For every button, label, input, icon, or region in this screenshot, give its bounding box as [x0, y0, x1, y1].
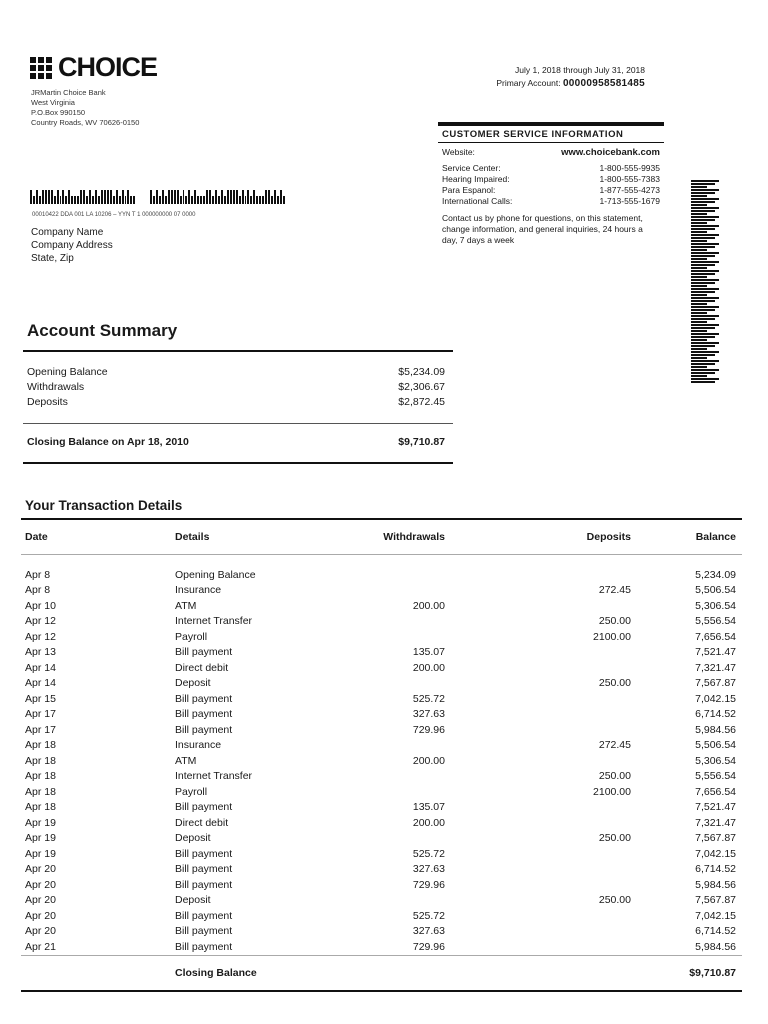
transaction-deposit [467, 815, 653, 831]
transaction-date: Apr 14 [25, 677, 56, 690]
closing-balance-label: Closing Balance [171, 955, 331, 991]
table-row [21, 893, 742, 909]
column-header-date: Date [21, 519, 171, 555]
transaction-details: Insurance [175, 584, 222, 597]
column-header-details: Details [171, 519, 331, 555]
table-row [21, 815, 742, 831]
transaction-date: Apr 21 [25, 940, 56, 953]
table-row [21, 629, 742, 645]
bank-logo-text: CHOICE [58, 52, 158, 82]
transaction-balance: 6,714.52 [695, 863, 736, 876]
transaction-details: Bill payment [175, 925, 233, 938]
table-row [21, 738, 742, 754]
bank-address [31, 88, 139, 128]
transaction-header-row [21, 519, 742, 555]
transaction-balance: 7,521.47 [695, 646, 736, 659]
transaction-deposit: 2100.00 [593, 785, 631, 798]
transaction-deposit: 250.00 [598, 677, 631, 690]
transaction-date: Apr 12 [25, 615, 56, 628]
statement-period: July 1, 2018 through July 31, 2018 [515, 65, 645, 75]
transaction-balance: 7,521.47 [695, 801, 736, 814]
transaction-deposit: 250.00 [598, 894, 631, 907]
table-row [21, 753, 742, 769]
transaction-date: Apr 12 [25, 630, 56, 643]
recipient-address [31, 226, 113, 265]
transaction-withdrawal: 327.63 [412, 863, 445, 876]
summary-value: $2,306.67 [398, 381, 445, 393]
transaction-withdrawal: 327.63 [412, 925, 445, 938]
transaction-date: Apr 20 [25, 878, 56, 891]
summary-label: Deposits [27, 396, 68, 408]
transaction-balance: 6,714.52 [695, 925, 736, 938]
transaction-details: Bill payment [175, 909, 233, 922]
transaction-balance: 7,567.87 [695, 832, 736, 845]
transaction-details: Bill payment [175, 847, 233, 860]
transaction-details: Bill payment [175, 878, 233, 891]
transaction-withdrawal: 729.96 [412, 878, 445, 891]
closing-balance-value: $9,710.87 [653, 955, 742, 991]
phone-row [438, 196, 664, 207]
transaction-balance: 7,567.87 [695, 677, 736, 690]
transaction-details: Bill payment [175, 723, 233, 736]
table-row [21, 924, 742, 940]
summary-rows [23, 352, 453, 424]
summary-row [23, 395, 453, 410]
transaction-withdrawal [331, 831, 467, 847]
bank-address-line: JRMartin Choice Bank [31, 88, 106, 97]
table-row [21, 722, 742, 738]
transaction-balance: 5,984.56 [695, 940, 736, 953]
summary-label: Withdrawals [27, 381, 85, 393]
website-label: Website: [442, 147, 475, 157]
transaction-details: Bill payment [175, 692, 233, 705]
customer-service-note: Contact us by phone for questions, on this statement, change information, and general inquiries, 24 hours a day, 7 days a week [442, 213, 643, 245]
transaction-balance: 7,321.47 [695, 816, 736, 829]
transaction-balance: 5,506.54 [695, 584, 736, 597]
phone-label: International Calls: [442, 196, 513, 206]
transaction-withdrawal: 525.72 [412, 692, 445, 705]
transaction-withdrawal: 327.63 [412, 708, 445, 721]
column-header-withdrawals: Withdrawals [331, 519, 467, 555]
transaction-withdrawal: 135.07 [412, 646, 445, 659]
transaction-balance: 7,042.15 [695, 909, 736, 922]
transaction-date: Apr 8 [25, 584, 51, 597]
transaction-date: Apr 18 [25, 739, 56, 752]
table-row [21, 598, 742, 614]
table-row [21, 784, 742, 800]
transaction-withdrawal [331, 784, 467, 800]
transaction-date: Apr 17 [25, 723, 56, 736]
table-row [21, 583, 742, 599]
closing-empty-cell [331, 955, 467, 991]
transaction-details: Direct debit [175, 661, 229, 674]
transaction-deposit: 2100.00 [593, 630, 631, 643]
transaction-details: Bill payment [175, 863, 233, 876]
phone-number: 1-713-555-1679 [599, 196, 660, 206]
transaction-balance: 5,234.09 [695, 568, 736, 581]
transaction-withdrawal: 135.07 [412, 801, 445, 814]
transaction-date: Apr 18 [25, 785, 56, 798]
transaction-date: Apr 19 [25, 832, 56, 845]
transaction-balance: 5,984.56 [695, 878, 736, 891]
summary-value: $5,234.09 [398, 366, 445, 378]
transaction-date: Apr 18 [25, 801, 56, 814]
transaction-rows [21, 555, 742, 956]
table-row [21, 800, 742, 816]
phone-number: 1-877-555-4273 [599, 185, 660, 195]
vertical-barcode-icon [691, 180, 719, 386]
table-row [21, 908, 742, 924]
transaction-balance: 5,506.54 [695, 739, 736, 752]
account-summary-title: Account Summary [27, 321, 178, 340]
primary-account-line [440, 77, 645, 90]
transaction-date: Apr 20 [25, 909, 56, 922]
transaction-withdrawal [331, 614, 467, 630]
closing-empty-cell [21, 955, 171, 991]
transaction-withdrawal: 200.00 [412, 816, 445, 829]
transaction-deposit [467, 722, 653, 738]
transaction-details: Insurance [175, 739, 222, 752]
bank-logo [30, 52, 157, 83]
bank-logo-mark-icon [30, 57, 52, 79]
column-header-deposits: Deposits [467, 519, 653, 555]
transaction-deposit [467, 753, 653, 769]
recipient-line: State, Zip [31, 253, 74, 264]
transaction-withdrawal [331, 583, 467, 599]
transaction-withdrawal [331, 555, 467, 583]
phone-row [438, 174, 664, 185]
transaction-details: Internet Transfer [175, 770, 253, 783]
transaction-deposit: 250.00 [598, 832, 631, 845]
transaction-withdrawal: 200.00 [412, 661, 445, 674]
transaction-details: Internet Transfer [175, 615, 253, 628]
phone-label: Para Espanol: [442, 185, 496, 195]
transaction-balance: 7,321.47 [695, 661, 736, 674]
transaction-deposit [467, 846, 653, 862]
transaction-balance: 5,306.54 [695, 754, 736, 767]
closing-empty-cell [467, 955, 653, 991]
transaction-balance: 7,656.54 [695, 785, 736, 798]
transaction-withdrawal: 729.96 [412, 940, 445, 953]
summary-closing-row [23, 424, 453, 462]
transaction-details: Bill payment [175, 801, 233, 814]
transaction-deposit [467, 908, 653, 924]
transaction-deposit [467, 877, 653, 893]
transaction-date: Apr 15 [25, 692, 56, 705]
customer-service-box [438, 122, 664, 246]
transaction-deposit: 250.00 [598, 770, 631, 783]
transaction-withdrawal [331, 676, 467, 692]
table-row [21, 676, 742, 692]
transaction-deposit: 272.45 [598, 584, 631, 597]
transaction-details: Opening Balance [175, 568, 256, 581]
transaction-details: ATM [175, 754, 197, 767]
transaction-withdrawal: 729.96 [412, 723, 445, 736]
table-row [21, 831, 742, 847]
phone-label: Hearing Impaired: [442, 174, 510, 184]
transaction-details: ATM [175, 599, 197, 612]
transaction-details: Payroll [175, 630, 208, 643]
summary-closing-label: Closing Balance on Apr 18, 2010 [27, 436, 189, 448]
transaction-deposit [467, 598, 653, 614]
transaction-deposit [467, 555, 653, 583]
mailing-code-line: 00010422 DDA 001 LA 10206 – YYN T 1 000000000 07 0000 [32, 212, 196, 218]
bank-address-line: P.O.Box 990150 [31, 108, 86, 117]
transaction-withdrawal [331, 893, 467, 909]
transaction-deposit [467, 645, 653, 661]
transaction-withdrawal: 525.72 [412, 909, 445, 922]
transaction-deposit: 272.45 [598, 739, 631, 752]
transaction-table [21, 518, 742, 992]
transaction-details: Direct debit [175, 816, 229, 829]
phone-number: 1-800-555-7383 [599, 174, 660, 184]
transaction-deposit [467, 862, 653, 878]
primary-account-number: 00000958581485 [562, 78, 645, 89]
postal-barcode-icon [30, 190, 285, 204]
table-row [21, 614, 742, 630]
transaction-details: Deposit [175, 832, 211, 845]
transaction-deposit: 250.00 [598, 615, 631, 628]
transaction-date: Apr 20 [25, 863, 56, 876]
transaction-withdrawal [331, 629, 467, 645]
transaction-details: Payroll [175, 785, 208, 798]
transaction-date: Apr 19 [25, 816, 56, 829]
transaction-balance: 5,556.54 [695, 770, 736, 783]
table-row [21, 862, 742, 878]
summary-label: Opening Balance [27, 366, 108, 378]
transaction-date: Apr 10 [25, 599, 56, 612]
table-row [21, 555, 742, 583]
transaction-deposit [467, 660, 653, 676]
transaction-deposit [467, 939, 653, 955]
bank-address-line: Country Roads, WV 70626-0150 [31, 118, 140, 127]
table-row [21, 691, 742, 707]
transaction-withdrawal: 525.72 [412, 847, 445, 860]
transaction-details: Deposit [175, 677, 211, 690]
summary-closing-value: $9,710.87 [398, 436, 445, 448]
customer-service-title: CUSTOMER SERVICE INFORMATION [438, 122, 664, 143]
phone-label: Service Center: [442, 163, 501, 173]
transaction-withdrawal [331, 769, 467, 785]
statement-period-block [440, 64, 645, 90]
column-header-balance: Balance [653, 519, 742, 555]
transaction-deposit [467, 707, 653, 723]
transaction-date: Apr 13 [25, 646, 56, 659]
table-row [21, 846, 742, 862]
table-row [21, 645, 742, 661]
table-row [21, 660, 742, 676]
transaction-date: Apr 18 [25, 754, 56, 767]
transaction-withdrawal: 200.00 [412, 599, 445, 612]
transaction-deposit [467, 691, 653, 707]
primary-account-label: Primary Account: [496, 78, 561, 88]
transaction-balance: 6,714.52 [695, 708, 736, 721]
transaction-date: Apr 20 [25, 894, 56, 907]
summary-value: $2,872.45 [398, 396, 445, 408]
table-row [21, 877, 742, 893]
phone-number: 1-800-555-9935 [599, 163, 660, 173]
transaction-date: Apr 14 [25, 661, 56, 674]
transaction-details: Bill payment [175, 940, 233, 953]
transaction-date: Apr 19 [25, 847, 56, 860]
transaction-date: Apr 8 [25, 568, 51, 581]
summary-row [23, 365, 453, 380]
transaction-balance: 5,556.54 [695, 615, 736, 628]
transaction-details: Deposit [175, 894, 211, 907]
transaction-balance: 7,042.15 [695, 692, 736, 705]
summary-row [23, 380, 453, 395]
closing-balance-row [21, 955, 742, 991]
transaction-details: Bill payment [175, 646, 233, 659]
transaction-balance: 7,656.54 [695, 630, 736, 643]
recipient-line: Company Address [31, 240, 113, 251]
transaction-balance: 7,567.87 [695, 894, 736, 907]
transaction-balance: 7,042.15 [695, 847, 736, 860]
transaction-balance: 5,306.54 [695, 599, 736, 612]
transaction-balance: 5,984.56 [695, 723, 736, 736]
phone-row [438, 185, 664, 196]
transaction-date: Apr 17 [25, 708, 56, 721]
transaction-details: Bill payment [175, 708, 233, 721]
transaction-deposit [467, 924, 653, 940]
transaction-withdrawal: 200.00 [412, 754, 445, 767]
table-row [21, 707, 742, 723]
transaction-details-title: Your Transaction Details [25, 498, 183, 513]
transaction-withdrawal [331, 738, 467, 754]
account-summary-box [23, 350, 453, 464]
bank-address-line: West Virginia [31, 98, 75, 107]
website-row [438, 147, 664, 158]
vertical-barcode-digits [724, 186, 734, 382]
transaction-deposit [467, 800, 653, 816]
table-row [21, 769, 742, 785]
website-link[interactable]: www.choicebank.com [561, 147, 660, 158]
phone-row [438, 163, 664, 174]
transaction-date: Apr 20 [25, 925, 56, 938]
table-row [21, 939, 742, 955]
transaction-date: Apr 18 [25, 770, 56, 783]
recipient-line: Company Name [31, 227, 104, 238]
